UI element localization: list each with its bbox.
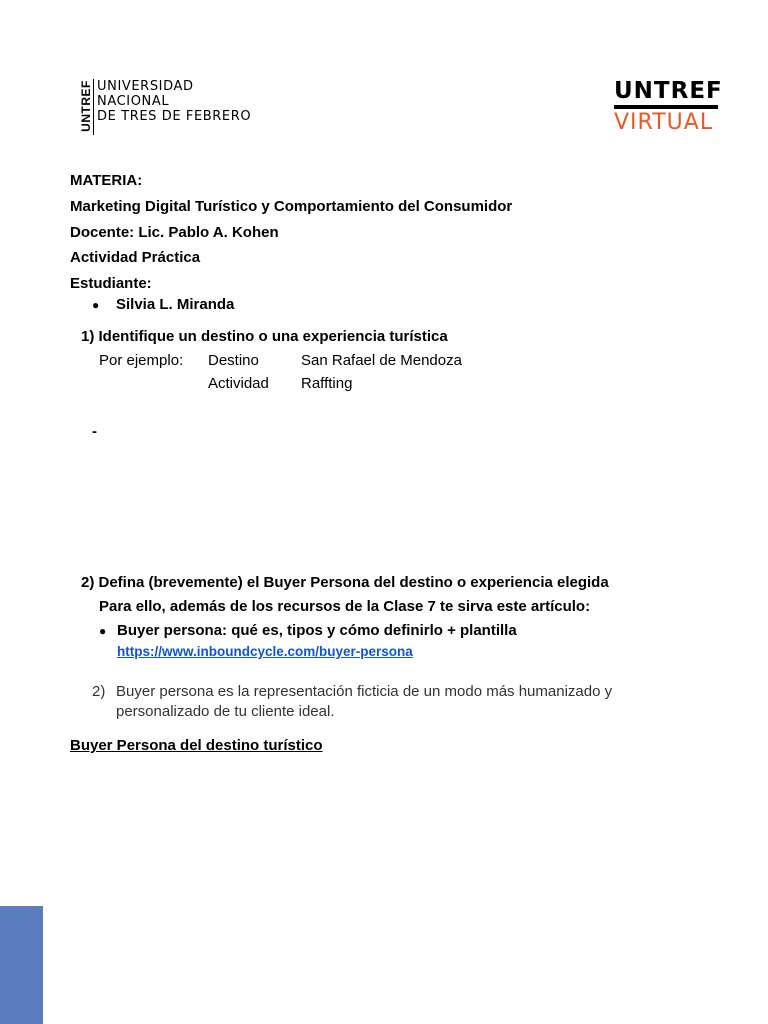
question-1-title: 1) Identifique un destino o una experiencia turística (81, 328, 448, 345)
bullet-icon: ● (92, 298, 100, 312)
docente-line: Docente: Lic. Pablo A. Kohen (70, 224, 279, 241)
logo-text (97, 79, 251, 124)
side-bar-decoration (0, 906, 43, 1024)
untref-university-logo (76, 79, 276, 135)
untref-virtual-logo (614, 78, 724, 136)
logo-rule (614, 105, 718, 109)
estudiante-label: Estudiante: (70, 275, 152, 292)
logo-line-2: NACIONAL (97, 94, 170, 109)
example-value-destino: San Rafael de Mendoza (301, 352, 462, 369)
materia-label: MATERIA: (70, 172, 143, 189)
article-title: Buyer persona: qué es, tipos y cómo definirlo + plantilla (117, 622, 517, 639)
estudiante-name: Silvia L. Miranda (116, 296, 235, 313)
logo-divider (93, 79, 94, 135)
example-key-destino: Destino (208, 352, 259, 369)
article-link[interactable]: https://www.inboundcycle.com/buyer-persona (117, 644, 413, 659)
example-label: Por ejemplo: (99, 352, 184, 369)
logo-line-3: DE TRES DE FEBRERO (97, 109, 252, 124)
logo-line-1: UNIVERSIDAD (97, 79, 194, 94)
example-value-actividad: Raffting (301, 375, 353, 392)
question-2-subtitle: Para ello, además de los recursos de la Clase 7 te sirva este artículo: (99, 598, 591, 615)
actividad-line: Actividad Práctica (70, 249, 201, 266)
answer-line-1: Buyer persona es la representación ficticia de un modo más humanizado y (116, 683, 613, 700)
logo-vertical-text: UNTREF (79, 80, 93, 132)
answer-line-2: personalizado de tu cliente ideal. (116, 703, 335, 720)
answer-dash: - (92, 423, 97, 440)
logo-virtual-text: VIRTUAL (614, 110, 714, 135)
bullet-icon: ● (99, 624, 107, 638)
logo-untref-text: UNTREF (614, 78, 723, 104)
buyer-persona-heading: Buyer Persona del destino turístico (70, 737, 323, 754)
question-2-title: 2) Defina (brevemente) el Buyer Persona del destino o experiencia elegida (81, 574, 609, 591)
answer-number: 2) (92, 683, 106, 700)
materia-name: Marketing Digital Turístico y Comportamiento del Consumidor (70, 198, 513, 215)
example-key-actividad: Actividad (208, 375, 269, 392)
